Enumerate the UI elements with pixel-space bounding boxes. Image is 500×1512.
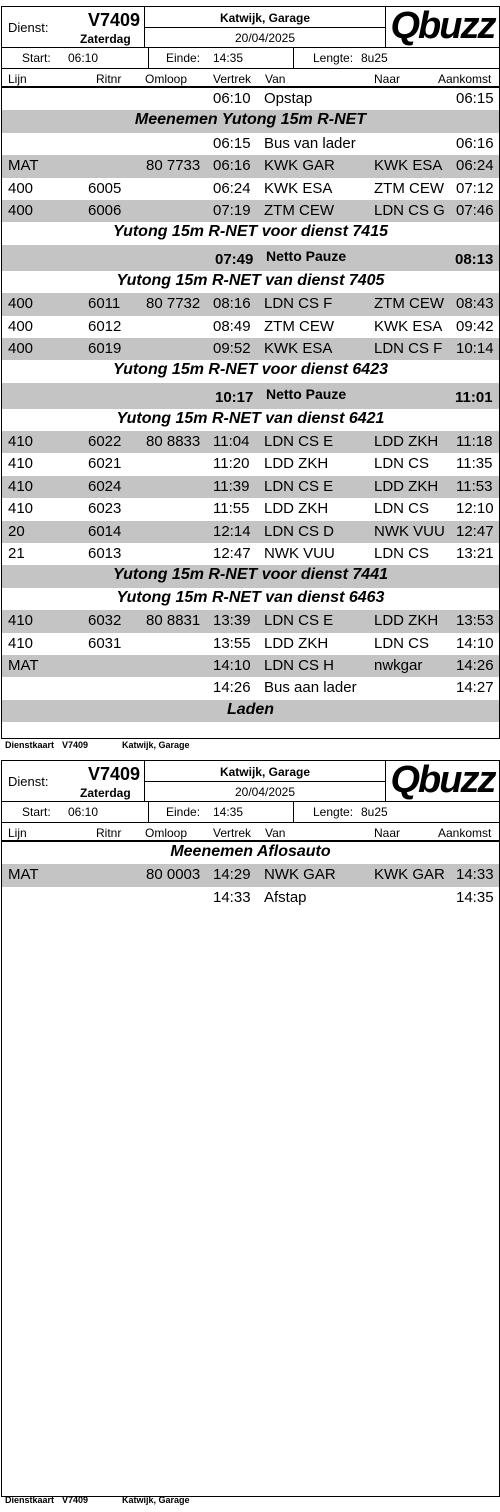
- cell-lijn: 410: [8, 455, 34, 473]
- cell-lijn: MAT: [8, 157, 39, 175]
- dienstkaart-card: [1, 6, 500, 739]
- cell-van: NWK VUU: [264, 545, 335, 563]
- cell-ritnr: 6006: [88, 201, 122, 219]
- cell-aankomst: 10:14: [456, 339, 494, 357]
- divider: [145, 27, 385, 28]
- pause-start: 10:17: [215, 388, 254, 406]
- cell-van: LDN CS E: [264, 477, 334, 495]
- cell-van: ZTM CEW: [264, 317, 334, 335]
- cell-lijn: MAT: [8, 656, 39, 674]
- section-title: Meenemen Aflosauto: [170, 843, 331, 860]
- cell-vertrek: 13:39: [213, 612, 251, 630]
- cell-aankomst: 09:42: [456, 317, 494, 335]
- pause-start: 07:49: [215, 250, 254, 268]
- cell-lijn: 400: [8, 295, 34, 313]
- cell-ritnr: 6024: [88, 477, 122, 495]
- trip-row: [2, 178, 499, 200]
- service-date: 20/04/2025: [234, 31, 296, 45]
- trip-row: [2, 431, 499, 453]
- cell-aankomst: 06:24: [456, 157, 494, 175]
- section-title-row: [2, 588, 499, 610]
- section-title-row: [2, 110, 499, 132]
- cell-vertrek: 14:10: [213, 656, 251, 674]
- garage-location: Katwijk, Garage: [219, 765, 311, 779]
- trip-row: [2, 521, 499, 543]
- col-lijn: Lijn: [8, 72, 27, 86]
- footer-label: Dienstkaart: [5, 1495, 55, 1505]
- trip-row: [2, 610, 499, 632]
- section-title: Yutong 15m R-NET voor dienst 7415: [112, 223, 388, 241]
- cell-aankomst: 13:21: [456, 545, 494, 563]
- cell-lijn: 410: [8, 500, 34, 518]
- pause-end: 11:01: [455, 388, 493, 406]
- section-title: Yutong 15m R-NET van dienst 6463: [116, 588, 385, 606]
- dienstkaart-card: [1, 760, 500, 1497]
- cell-aankomst: 12:10: [456, 500, 494, 518]
- day-name: Zaterdag: [80, 786, 131, 800]
- cell-vertrek: 12:47: [213, 545, 251, 563]
- cell-lijn: 400: [8, 317, 34, 335]
- service-date: 20/04/2025: [234, 785, 296, 799]
- garage-location: Katwijk, Garage: [219, 11, 311, 25]
- col-van: Van: [265, 72, 286, 86]
- cell-van: Opstap: [264, 90, 313, 107]
- dienst-label: Dienst:: [8, 774, 49, 789]
- cell-ritnr: 6021: [88, 455, 122, 473]
- cell-naar: LDD ZKH: [374, 477, 439, 495]
- cell-van: LDD ZKH: [264, 500, 329, 518]
- cell-ritnr: 6019: [88, 339, 122, 357]
- cell-van: Bus van lader: [264, 134, 356, 152]
- cell-naar: LDN CS: [374, 500, 430, 518]
- cell-van: LDD ZKH: [264, 634, 329, 652]
- cell-vertrek: 11:20: [213, 455, 250, 473]
- cell-aankomst: 08:43: [456, 295, 494, 313]
- cell-ritnr: 6032: [88, 612, 122, 630]
- divider: [145, 781, 385, 782]
- col-naar: Naar: [374, 826, 401, 840]
- lengte-value: 8u25: [361, 51, 388, 65]
- section-title: Meenemen Yutong 15m R-NET: [134, 111, 367, 129]
- cell-omloop: 80 8831: [146, 612, 201, 630]
- cell-omloop: 80 0003: [146, 866, 201, 884]
- col-omloop: Omloop: [145, 72, 188, 86]
- col-van: Van: [265, 826, 286, 840]
- footer-dienst: V7409: [62, 1495, 89, 1505]
- divider: [293, 802, 294, 822]
- einde-time: 14:35: [213, 805, 244, 819]
- cell-ritnr: 6013: [88, 545, 122, 563]
- cell-van: LDN CS E: [264, 612, 334, 630]
- column-header: [2, 823, 499, 842]
- cell-vertrek: 13:55: [213, 634, 251, 652]
- lengte-label: Lengte:: [313, 51, 354, 65]
- cell-lijn: 410: [8, 612, 34, 630]
- col-lijn: Lijn: [8, 826, 27, 840]
- start-label: Start:: [22, 51, 51, 65]
- cell-vertrek: 14:33: [213, 888, 251, 906]
- cell-omloop: 80 7733: [146, 157, 201, 175]
- section-title-row: [2, 360, 499, 382]
- cell-naar: KWK ESA: [374, 157, 443, 175]
- cell-van: KWK ESA: [264, 179, 333, 197]
- cell-ritnr: 6031: [88, 634, 122, 652]
- section-title-row: [2, 842, 499, 864]
- cell-naar: KWK ESA: [374, 317, 443, 335]
- cell-aankomst: 06:15: [456, 90, 494, 107]
- pause-label: Netto Pauze: [266, 385, 347, 402]
- section-title-row: [2, 409, 499, 431]
- lengte-value: 8u25: [361, 805, 388, 819]
- cell-aankomst: 14:33: [456, 866, 494, 884]
- trip-table: [2, 88, 499, 722]
- cell-lijn: 410: [8, 634, 34, 652]
- trip-row: [2, 543, 499, 565]
- cell-van: LDD ZKH: [264, 455, 329, 473]
- col-ritnr: Ritnr: [96, 72, 122, 86]
- card-header: [2, 7, 499, 48]
- qbuzz-logo: Qbuzz: [390, 759, 495, 801]
- trip-row: [2, 498, 499, 520]
- cell-van: LDN CS H: [264, 656, 335, 674]
- cell-naar: LDD ZKH: [374, 612, 439, 630]
- cell-van: NWK GAR: [264, 866, 336, 884]
- cell-vertrek: 06:10: [213, 90, 251, 107]
- cell-vertrek: 07:19: [213, 201, 251, 219]
- dienst-number: V7409: [88, 10, 141, 30]
- cell-ritnr: 6014: [88, 522, 122, 540]
- cell-naar: NWK VUU: [374, 522, 445, 540]
- einde-time: 14:35: [213, 51, 244, 65]
- cell-naar: ZTM CEW: [374, 179, 444, 197]
- divider: [293, 48, 294, 68]
- cell-ritnr: 6023: [88, 500, 122, 518]
- day-name: Zaterdag: [80, 32, 131, 46]
- cell-naar: LDN CS: [374, 634, 430, 652]
- cell-ritnr: 6005: [88, 179, 122, 197]
- cell-aankomst: 06:16: [456, 134, 494, 152]
- footer-label: Dienstkaart: [5, 740, 55, 750]
- cell-aankomst: 07:46: [456, 201, 494, 219]
- section-title: Yutong 15m R-NET voor dienst 7441: [112, 566, 388, 584]
- pause-end: 08:13: [455, 250, 494, 268]
- cell-naar: LDN CS: [374, 545, 430, 563]
- cell-vertrek: 14:29: [213, 866, 251, 884]
- cell-naar: LDN CS G: [374, 201, 445, 219]
- cell-naar: LDD ZKH: [374, 433, 439, 451]
- cell-omloop: 80 7732: [146, 295, 201, 313]
- einde-label: Einde:: [166, 51, 201, 65]
- cell-vertrek: 08:16: [213, 295, 251, 313]
- times-bar: [2, 48, 499, 69]
- col-vertrek: Vertrek: [213, 72, 252, 86]
- cell-van: KWK GAR: [264, 157, 335, 175]
- trip-row: [2, 677, 499, 699]
- cell-lijn: 400: [8, 179, 34, 197]
- section-title-row: [2, 565, 499, 587]
- cell-aankomst: 12:47: [456, 522, 494, 540]
- lengte-label: Lengte:: [313, 805, 354, 819]
- cell-aankomst: 11:18: [456, 433, 493, 451]
- trip-row: [2, 453, 499, 475]
- cell-vertrek: 12:14: [213, 522, 251, 540]
- cell-van: LDN CS D: [264, 522, 335, 540]
- cell-aankomst: 14:10: [456, 634, 494, 652]
- cell-ritnr: 6012: [88, 317, 122, 335]
- cell-vertrek: 09:52: [213, 339, 251, 357]
- cell-van: Afstap: [264, 888, 307, 906]
- column-header: [2, 69, 499, 88]
- trip-table: [2, 842, 499, 909]
- qbuzz-logo: Qbuzz: [390, 5, 495, 47]
- times-bar: [2, 802, 499, 823]
- cell-ritnr: 6022: [88, 433, 122, 451]
- cell-vertrek: 11:39: [213, 477, 250, 495]
- einde-label: Einde:: [166, 805, 201, 819]
- cell-van: LDN CS E: [264, 433, 334, 451]
- dienst-number: V7409: [88, 764, 141, 784]
- cell-lijn: MAT: [8, 866, 39, 884]
- col-omloop: Omloop: [145, 826, 188, 840]
- footer-location: Katwijk, Garage: [122, 1495, 190, 1505]
- col-naar: Naar: [374, 72, 401, 86]
- cell-vertrek: 11:04: [213, 433, 250, 451]
- trip-row: [2, 133, 499, 155]
- section-title: Yutong 15m R-NET van dienst 6421: [116, 409, 385, 427]
- cell-lijn: 400: [8, 201, 34, 219]
- cell-vertrek: 08:49: [213, 317, 251, 335]
- section-title: Laden: [226, 700, 275, 718]
- cell-aankomst: 07:12: [456, 179, 494, 197]
- cell-van: ZTM CEW: [264, 201, 334, 219]
- section-title: Yutong 15m R-NET voor dienst 6423: [112, 361, 388, 379]
- col-vertrek: Vertrek: [213, 826, 252, 840]
- start-label: Start:: [22, 805, 51, 819]
- trip-row: [2, 88, 499, 110]
- cell-vertrek: 06:15: [213, 134, 251, 152]
- section-title: Yutong 15m R-NET van dienst 7405: [116, 271, 385, 289]
- start-time: 06:10: [68, 805, 99, 819]
- cell-lijn: 20: [8, 522, 25, 540]
- section-title-row: [2, 271, 499, 293]
- dienst-label: Dienst:: [8, 20, 49, 35]
- cell-aankomst: 11:53: [456, 477, 493, 495]
- cell-lijn: 21: [8, 545, 25, 563]
- cell-van: Bus aan lader: [264, 679, 357, 697]
- cell-van: KWK ESA: [264, 339, 333, 357]
- trip-row: [2, 476, 499, 498]
- card-header: [2, 761, 499, 802]
- section-title-row: [2, 700, 499, 722]
- cell-naar: ZTM CEW: [374, 295, 444, 313]
- cell-vertrek: 14:26: [213, 679, 251, 697]
- trip-row: [2, 155, 499, 177]
- cell-aankomst: 14:35: [456, 888, 494, 906]
- cell-lijn: 410: [8, 433, 34, 451]
- trip-row: [2, 633, 499, 655]
- cell-omloop: 80 8833: [146, 433, 201, 451]
- pause-label: Netto Pauze: [266, 247, 347, 264]
- col-aankomst: Aankomst: [438, 826, 492, 840]
- divider: [148, 802, 149, 822]
- footer-dienst: V7409: [62, 740, 89, 750]
- cell-ritnr: 6011: [88, 295, 121, 313]
- footer-location: Katwijk, Garage: [122, 740, 190, 750]
- cell-vertrek: 06:16: [213, 157, 251, 175]
- cell-aankomst: 14:26: [456, 656, 494, 674]
- cell-naar: nwkgar: [374, 656, 423, 674]
- trip-row: [2, 200, 499, 222]
- trip-row: [2, 887, 499, 909]
- cell-naar: LDN CS: [374, 455, 430, 473]
- col-aankomst: Aankomst: [438, 72, 492, 86]
- start-time: 06:10: [68, 51, 99, 65]
- cell-van: LDN CS F: [264, 295, 333, 313]
- cell-aankomst: 14:27: [456, 679, 494, 697]
- col-ritnr: Ritnr: [96, 826, 122, 840]
- cell-vertrek: 11:55: [213, 500, 250, 518]
- cell-lijn: 410: [8, 477, 34, 495]
- cell-vertrek: 06:24: [213, 179, 251, 197]
- trip-row: [2, 293, 499, 315]
- pause-row: [2, 383, 499, 409]
- trip-row: [2, 338, 499, 360]
- cell-naar: KWK GAR: [374, 866, 445, 884]
- pause-row: [2, 245, 499, 271]
- cell-lijn: 400: [8, 339, 34, 357]
- section-title-row: [2, 222, 499, 244]
- cell-aankomst: 13:53: [456, 612, 494, 630]
- cell-naar: LDN CS F: [374, 339, 443, 357]
- trip-row: [2, 655, 499, 677]
- divider: [148, 48, 149, 68]
- trip-row: [2, 316, 499, 338]
- trip-row: [2, 864, 499, 886]
- cell-aankomst: 11:35: [456, 455, 493, 473]
